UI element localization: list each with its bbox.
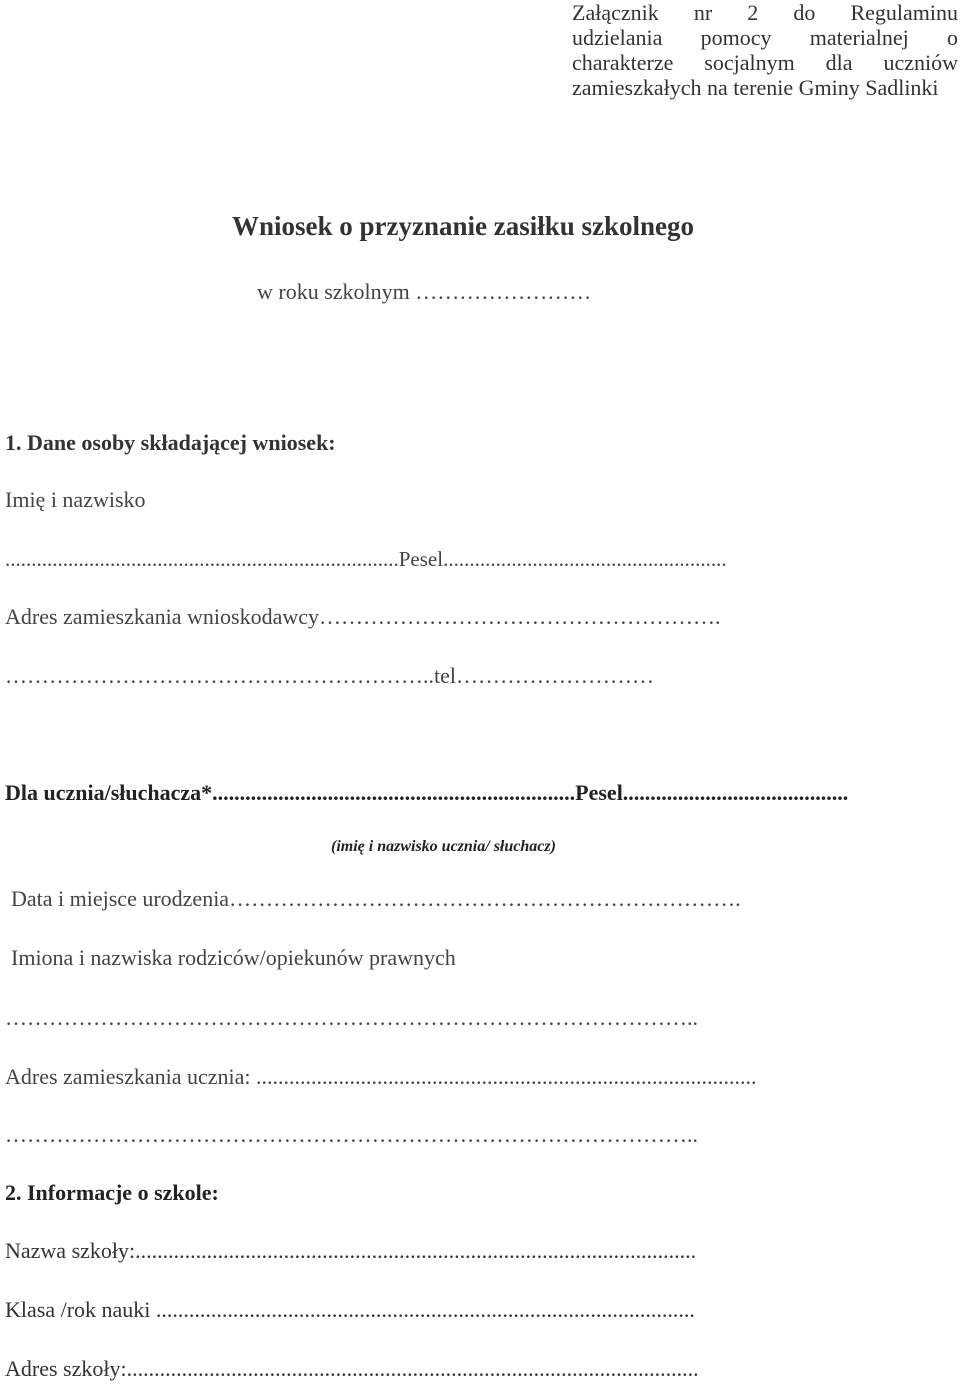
applicant-name-label: Imię i nazwisko <box>5 487 146 512</box>
class-year-field[interactable]: Klasa /rok nauki .................................................................................................. <box>5 1297 695 1322</box>
applicant-name-pesel-field[interactable]: ...........................................................................Pesel...................................................... <box>5 547 727 571</box>
student-address-field[interactable]: Adres zamieszkania ucznia: ........................................................................................... <box>5 1064 757 1089</box>
school-year-field[interactable]: w roku szkolnym …………………… <box>257 279 592 304</box>
section-1-heading: 1. Dane osoby składającej wniosek: <box>5 430 336 455</box>
annex-note <box>572 0 958 100</box>
annex-line-4: zamieszkałych na terenie Gminy Sadlinki <box>572 75 939 100</box>
school-name-field[interactable]: Nazwa szkoły:...................................................................................................... <box>5 1238 697 1263</box>
annex-line-3: charakterze socjalnym dla uczniów <box>572 50 958 75</box>
applicant-address-field[interactable]: Adres zamieszkania wnioskodawcy………………………………………………. <box>5 604 721 629</box>
applicant-address-tel-field[interactable]: …………………………………………………..tel……………………… <box>5 663 654 688</box>
parents-field[interactable]: ………………………………………………………………………………….. <box>5 1005 698 1030</box>
annex-line-1: Załącznik nr 2 do Regulaminu <box>572 0 958 25</box>
form-title: Wniosek o przyznanie zasiłku szkolnego <box>232 211 695 241</box>
parents-label: Imiona i nazwiska rodziców/opiekunów prawnych <box>11 945 456 970</box>
annex-line-2: udzielania pomocy materialnej o <box>572 25 958 50</box>
birth-date-place-field[interactable]: Data i miejsce urodzenia……………………………………………………………. <box>11 886 741 911</box>
student-address-continued-field[interactable]: ………………………………………………………………………………….. <box>5 1122 698 1147</box>
student-name-caption: (imię i nazwisko ucznia/ słuchacz) <box>331 838 556 855</box>
student-name-pesel-field[interactable]: Dla ucznia/słuchacza*..................................................................Pesel......................................... <box>5 780 849 805</box>
school-address-field[interactable]: Adres szkoły:........................................................................................................ <box>5 1356 699 1381</box>
section-2-heading: 2. Informacje o szkole: <box>5 1180 219 1205</box>
